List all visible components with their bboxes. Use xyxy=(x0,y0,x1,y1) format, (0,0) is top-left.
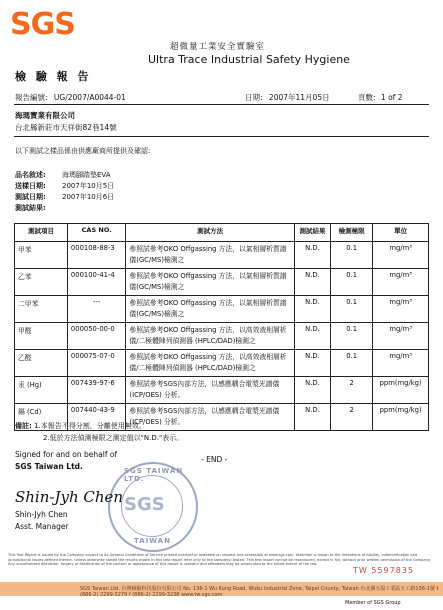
lab-name-en: Ultra Trace Industrial Safety Hygiene xyxy=(148,53,350,66)
header-item: 測試項目 xyxy=(15,224,68,242)
report-no-value: UG/2007/A0044-01 xyxy=(53,93,126,102)
notes-line1: 1.本報告不得分割，分離使用無效。 xyxy=(34,422,146,430)
divider xyxy=(14,104,429,105)
cell-cas: 000075-07-0 xyxy=(67,350,126,377)
cell-method: 參照試參考SGS內部方法，以感應耦合電漿光譜儀(ICP/OES) 分析。 xyxy=(126,404,294,431)
cell-limit: 0.1 xyxy=(331,242,373,269)
header-unit: 單位 xyxy=(373,224,429,242)
sample-name: 海瑪腳踏墊EVA xyxy=(62,171,111,179)
report-page-value: 1 of 2 xyxy=(380,93,403,102)
handwritten-signature: Shin-Jyh Chen xyxy=(15,488,124,506)
test-result-label: 測試結果: xyxy=(15,204,46,212)
end-marker: - END - xyxy=(201,455,228,464)
cell-cas: 000100-41-4 xyxy=(67,269,126,296)
cell-method: 參照試參考OKO Offgassing 方法，以高效液相層析儀/二極體陣列偵測器 (HPLC/DAD)檢測之 xyxy=(126,323,294,350)
notes xyxy=(15,421,146,431)
cell-cas: 000050-00-0 xyxy=(67,323,126,350)
cell-method: 參照試參考OKO Offgassing 方法，以氣相層析質譜儀(GC/MS)檢測之 xyxy=(126,242,294,269)
cell-cas: 007440-43-9 xyxy=(67,404,126,431)
cell-unit: mg/m³ xyxy=(373,350,429,377)
notes-label: 備註: xyxy=(15,422,32,430)
signer-name: Shin-Jyh Chen xyxy=(15,510,68,519)
company-name: SGS Taiwan Ltd. xyxy=(15,462,83,471)
header-result: 測試結果 xyxy=(294,224,330,242)
client-address: 台北縣新莊市天祥街82巷14號 xyxy=(15,123,117,132)
cell-item: 甲醛 xyxy=(15,323,68,350)
cell-item: 汞 (Hg) xyxy=(15,377,68,404)
cell-unit: mg/m³ xyxy=(373,323,429,350)
divider xyxy=(14,136,429,137)
cell-limit: 2 xyxy=(331,377,373,404)
footer-address: SGS Taiwan Ltd. 台灣檢驗科技股份有限公司 No. 136-1 Wu Kung Road, Wuku Industrial Zone, Taipei County, Taiwan 台北縣五股工業區五工路136-1號 t (886-2) 2299-3279 f (886-2) 2299-3238 www.tw.sgs.com xyxy=(80,586,439,598)
company-seal xyxy=(108,462,198,552)
cell-method: 參照試參考OKO Offgassing 方法，以高效液相層析儀/二極體陣列偵測器 (HPLC/DAD)檢測之 xyxy=(126,350,294,377)
cell-unit: mg/m³ xyxy=(373,269,429,296)
cell-item: 乙醛 xyxy=(15,350,68,377)
table-row xyxy=(15,269,429,296)
seal-top-text: SGS TAIWAN LTD. xyxy=(124,467,184,483)
cell-result: N.D. xyxy=(294,377,330,404)
cell-item: 乙苯 xyxy=(15,269,68,296)
cell-item: 甲苯 xyxy=(15,242,68,269)
test-date: 2007年10月6日 xyxy=(62,193,115,201)
report-no-label: 報告編號: xyxy=(15,93,48,102)
seal-center-text: SGS xyxy=(124,494,165,515)
cell-unit: mg/m³ xyxy=(373,296,429,323)
signer-title: Asst. Manager xyxy=(15,522,69,531)
cell-unit: ppm(mg/kg) xyxy=(373,377,429,404)
sgs-logo-text: SGS xyxy=(10,7,75,42)
report-date-label: 日期: xyxy=(245,93,263,102)
client-name: 海瑪寶業有限公司 xyxy=(15,111,75,120)
header-cas: CAS NO. xyxy=(67,224,126,242)
report-no xyxy=(15,92,126,103)
cell-limit: 0.1 xyxy=(331,269,373,296)
cell-result: N.D. xyxy=(294,404,330,431)
sample-name-label: 品名敘述: xyxy=(15,171,46,179)
received-date: 2007年10月5日 xyxy=(62,182,115,190)
report-date-value: 2007年11月05日 xyxy=(268,93,330,102)
report-page xyxy=(358,92,402,103)
terms-fine-print: This Test Report is issued by the Company subject to its General Conditions of Service printed overleaf or available on request and accessible at www.sgs.com. Attention is drawn to the limitations of liability, indemnification and jurisdictional issues defined therein. Unless otherwise stated the results shown in this test report refer only to the sample(s) tested. This test report cannot be reproduced, except in full, without prior written permission of the Company. Any unauthorized alteration, forgery or falsification of the content or appearance of this report is unlawful and offenders may be prosecuted to the fullest extent of the law. xyxy=(8,553,431,567)
cell-result: N.D. xyxy=(294,323,330,350)
received-date-label: 送樣日期: xyxy=(15,182,46,190)
seal-bottom-text: TAIWAN xyxy=(134,537,171,545)
cell-result: N.D. xyxy=(294,350,330,377)
cell-result: N.D. xyxy=(294,296,330,323)
header-method: 測試方法 xyxy=(126,224,294,242)
cell-cas: 000108-88-3 xyxy=(67,242,126,269)
test-date-label: 測試日期: xyxy=(15,193,46,201)
results-table xyxy=(14,223,429,431)
cell-method: 參照試參考SGS內部方法，以感應耦合電漿光譜儀(ICP/OES) 分析。 xyxy=(126,377,294,404)
table-row xyxy=(15,350,429,377)
cell-limit: 0.1 xyxy=(331,323,373,350)
cell-item: 二甲苯 xyxy=(15,296,68,323)
sgs-logo xyxy=(10,7,75,42)
report-title: 檢 驗 報 告 xyxy=(15,70,92,83)
table-header-row xyxy=(15,224,429,242)
table-row xyxy=(15,296,429,323)
report-page-label: 頁數: xyxy=(358,93,376,102)
cell-cas: 007439-97-6 xyxy=(67,377,126,404)
table-row xyxy=(15,323,429,350)
table-row xyxy=(15,242,429,269)
header-limit: 檢測極限 xyxy=(331,224,373,242)
cell-method: 參照試參考OKO Offgassing 方法，以氣相層析質譜儀(GC/MS)檢測之 xyxy=(126,269,294,296)
report-date xyxy=(245,92,330,103)
cell-cas: --- xyxy=(67,296,126,323)
cell-result: N.D. xyxy=(294,269,330,296)
cell-unit: mg/m³ xyxy=(373,242,429,269)
cell-method: 參照試參考OKO Offgassing 方法，以氣相層析質譜儀(GC/MS)檢測之 xyxy=(126,296,294,323)
cell-limit: 0.1 xyxy=(331,350,373,377)
cell-unit: ppm(mg/kg) xyxy=(373,404,429,431)
serial-number: TW 5597835 xyxy=(353,566,414,575)
notes-line2: 2.低於方法偵測極限之測定值以"N.D."表示。 xyxy=(43,434,184,442)
on-behalf-text: Signed for and on behalf of xyxy=(15,450,118,459)
cell-item: 鎘 (Cd) xyxy=(15,404,68,431)
table-row xyxy=(15,377,429,404)
lab-name-cn: 超微量工業安全實驗室 xyxy=(170,42,266,52)
cell-result: N.D. xyxy=(294,242,330,269)
cell-limit: 2 xyxy=(331,404,373,431)
member-text: Member of SGS Group xyxy=(345,600,401,606)
cell-limit: 0.1 xyxy=(331,296,373,323)
intro-text: 以下測試之樣品係由供應廠商所提供及確認: xyxy=(15,147,151,155)
